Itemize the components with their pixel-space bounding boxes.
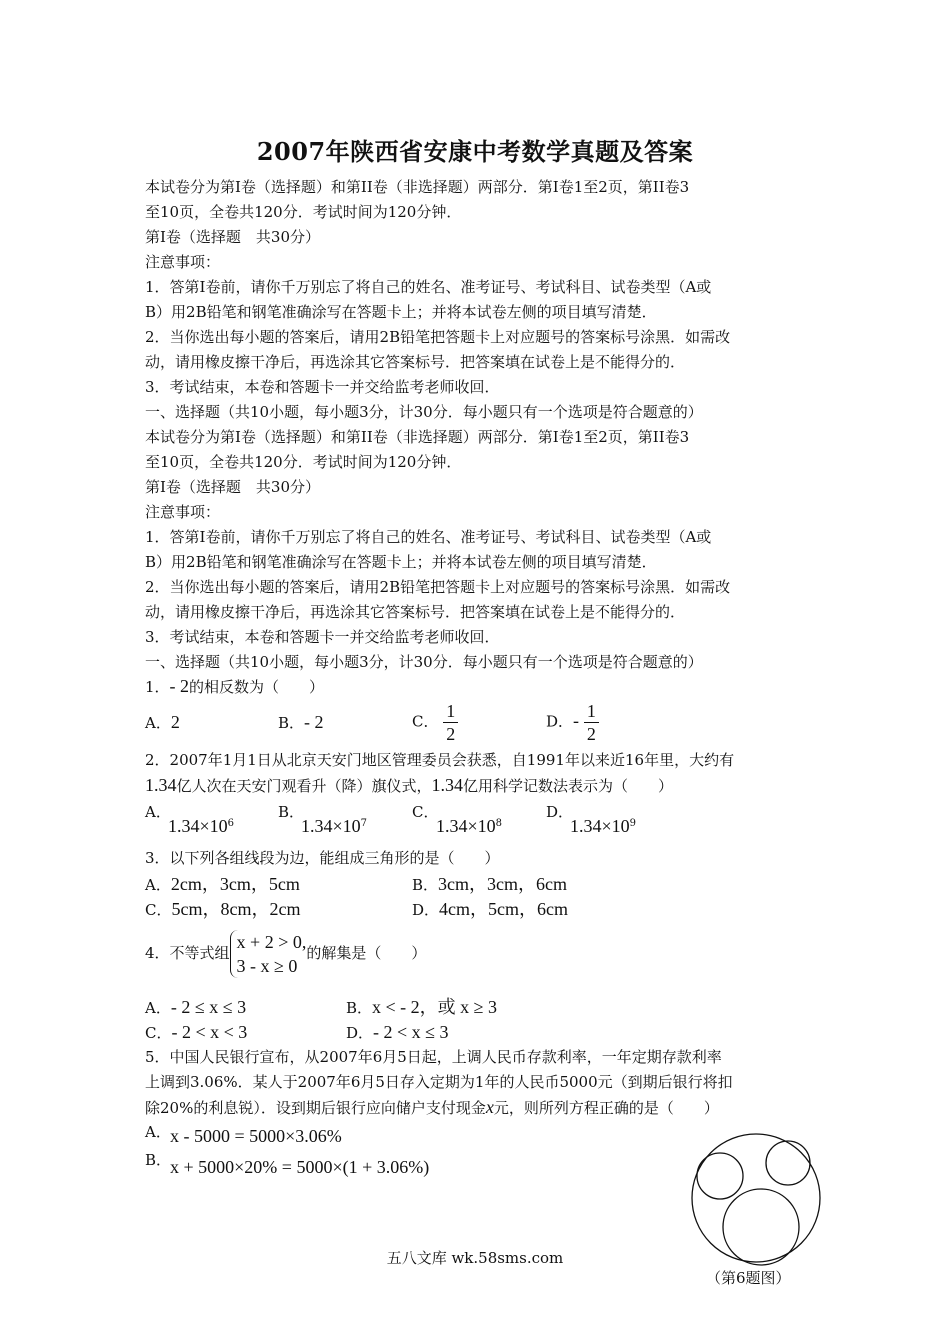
q1-option-c <box>412 700 458 745</box>
q5-option-b <box>170 1157 429 1178</box>
option-value: 2 <box>170 712 180 732</box>
question-text: 亿人次在天安门观看升（降）旗仪式， <box>176 777 432 795</box>
intro-line: 至10页，全卷共120分．考试时间为120分钟． <box>145 453 462 471</box>
question-number: 1． <box>145 678 170 696</box>
q3-option-d <box>412 899 568 920</box>
option-label: B． <box>412 876 439 894</box>
intro-line: 注意事项： <box>145 253 221 271</box>
math-value: 1.34 <box>431 775 464 795</box>
intro-line: 本试卷分为第Ⅰ卷（选择题）和第II卷（非选择题）两部分．第Ⅰ卷1至2页，第II卷3 <box>145 428 690 446</box>
inequality: 3 - x ≥ 0 <box>236 956 298 976</box>
question-text: 4．不等式组 <box>145 944 230 962</box>
option-value: x + 5000×20% = 5000×(1 + 3.06%) <box>170 1157 430 1177</box>
q4-option-c <box>145 1022 247 1043</box>
option-value: 5cm，8cm，2cm <box>171 899 301 919</box>
question-text: 的相反数为（ ） <box>189 678 325 696</box>
variable: x <box>485 1097 494 1117</box>
option-value: - 2 < x ≤ 3 <box>373 1022 449 1042</box>
q2-option-a-label: A． <box>145 803 171 821</box>
intro-line: 至10页，全卷共120分．考试时间为120分钟． <box>145 203 462 221</box>
numerator: 1 <box>584 700 599 723</box>
option-value: 3cm，3cm，6cm <box>438 874 568 894</box>
footer-watermark: 五八文库 wk.58sms.com <box>386 1249 564 1267</box>
q2-option-c <box>436 814 502 837</box>
intro-line: 2．当你选出每小题的答案后，请用2B铅笔把答题卡上对应题号的答案标号涂黑．如需改 <box>145 328 731 346</box>
intro-line: 2．当你选出每小题的答案后，请用2B铅笔把答题卡上对应题号的答案标号涂黑．如需改 <box>145 578 731 596</box>
numerator: 1 <box>443 700 458 723</box>
intro-line: B）用2B铅笔和钢笔准确涂写在答题卡上；并将本试卷左侧的项目填写清楚． <box>145 303 657 321</box>
math-value: 1.34 <box>145 775 177 795</box>
intro-line: 第Ⅰ卷（选择题 共30分） <box>145 478 321 496</box>
exponent: 7 <box>360 818 368 829</box>
q2-option-a <box>168 814 234 837</box>
option-value: x < - 2，或 x ≥ 3 <box>372 997 498 1017</box>
q5-option-a-label: A． <box>145 1123 171 1141</box>
q5-option-a <box>170 1126 342 1147</box>
option-value: 1.34×10 <box>168 816 228 836</box>
intro-line: 本试卷分为第Ⅰ卷（选择题）和第II卷（非选择题）两部分．第Ⅰ卷1至2页，第II卷3 <box>145 178 690 196</box>
option-label: C． <box>412 712 439 731</box>
question-5-line1: 5．中国人民银行宣布，从2007年6月5日起，上调人民币存款利率，一年定期存款利率 <box>145 1048 722 1066</box>
option-value: - 2 < x < 3 <box>171 1022 248 1042</box>
q1-option-d <box>546 700 599 745</box>
q2-option-d <box>570 814 636 837</box>
option-label: D． <box>412 901 440 919</box>
question-text: 的解集是（ ） <box>306 944 427 962</box>
q5-option-b-label: B． <box>145 1151 172 1169</box>
option-label: D． <box>346 1024 374 1042</box>
intro-line: 1．答第Ⅰ卷前，请你千万别忘了将自己的姓名、准考证号、考试科目、试卷类型（A或 <box>145 278 712 296</box>
intro-line: 一、选择题（共10小题，每小题3分，计30分．每小题只有一个选项是符合题意的） <box>145 403 703 421</box>
q4-option-a <box>145 997 246 1018</box>
option-label: A． <box>145 714 171 732</box>
question-2-line1: 2．2007年1月1日从北京天安门地区管理委员会获悉，自1991年以来近16年里，大约有 <box>145 751 735 769</box>
question-text: 除20%的利息锐）．设到期后银行应向储户支付现金 <box>145 1099 486 1117</box>
exponent: 8 <box>495 818 503 829</box>
circles-figure <box>686 1130 826 1266</box>
denominator: 2 <box>446 724 456 744</box>
option-value: - 2 <box>304 712 324 732</box>
intro-line: 3．考试结束，本卷和答题卡一并交给监考老师收回． <box>145 378 500 396</box>
q1-option-b <box>278 712 324 733</box>
question-text: 亿用科学记数法表示为（ ） <box>463 777 674 795</box>
option-value: 1.34×10 <box>570 816 630 836</box>
option-label: B． <box>278 714 305 732</box>
option-value: 1.34×10 <box>436 816 496 836</box>
q4-option-b <box>346 997 497 1018</box>
intro-line: 1．答第Ⅰ卷前，请你千万别忘了将自己的姓名、准考证号、考试科目、试卷类型（A或 <box>145 528 712 546</box>
figure-caption: （第6题图） <box>706 1269 791 1287</box>
option-value: 2cm，3cm，5cm <box>170 874 300 894</box>
question-1 <box>145 676 324 697</box>
option-label: C． <box>145 901 172 919</box>
q3-option-a <box>145 874 300 895</box>
intro-line: 一、选择题（共10小题，每小题3分，计30分．每小题只有一个选项是符合题意的） <box>145 653 703 671</box>
intro-line: 动，请用橡皮擦干净后，再选涂其它答案标号．把答案填在试卷上是不能得分的． <box>145 603 686 621</box>
q2-option-b <box>301 814 367 837</box>
option-value: 4cm，5cm，6cm <box>439 899 569 919</box>
question-4 <box>145 930 426 978</box>
intro-line: 3．考试结束，本卷和答题卡一并交给监考老师收回． <box>145 628 500 646</box>
q2-option-c-label: C． <box>412 803 439 821</box>
inequality: x + 2 > 0, <box>236 932 307 952</box>
option-label: A． <box>145 999 171 1017</box>
question-2-line2 <box>145 775 673 796</box>
inequality-system <box>230 930 307 978</box>
option-value: x - 5000 = 5000×3.06% <box>170 1126 342 1146</box>
q2-option-b-label: B． <box>278 803 305 821</box>
option-label: A． <box>145 876 171 894</box>
math-expr: - 2 <box>169 676 190 696</box>
question-3: 3．以下列各组线段为边，能组成三角形的是（ ） <box>145 849 500 867</box>
q1-option-a <box>145 712 180 733</box>
minus-sign: - <box>573 710 580 731</box>
exponent: 6 <box>227 818 235 829</box>
option-value: - 2 ≤ x ≤ 3 <box>170 997 247 1017</box>
q3-option-c <box>145 899 300 920</box>
right-circle <box>766 1141 810 1185</box>
question-5-line2: 上调到3.06%．某人于2007年6月5日存入定期为1年的人民币5000元（到期后银行将扣 <box>145 1073 733 1091</box>
option-label: B． <box>346 999 373 1017</box>
fraction <box>584 700 599 745</box>
q4-option-d <box>346 1022 449 1043</box>
question-5-line3 <box>145 1097 719 1118</box>
left-circle <box>697 1153 743 1199</box>
intro-line: 注意事项： <box>145 503 221 521</box>
outer-circle <box>692 1134 820 1262</box>
denominator: 2 <box>586 724 596 744</box>
option-label: C． <box>145 1024 172 1042</box>
intro-line: 动，请用橡皮擦干净后，再选涂其它答案标号．把答案填在试卷上是不能得分的． <box>145 353 686 371</box>
option-value: 1.34×10 <box>301 816 361 836</box>
page-title: 2007年陕西省安康中考数学真题及答案 <box>256 137 694 166</box>
fraction <box>443 700 458 745</box>
exponent: 9 <box>629 818 637 829</box>
question-text: 元，则所列方程正确的是（ ） <box>493 1099 719 1117</box>
intro-line: 第Ⅰ卷（选择题 共30分） <box>145 228 321 246</box>
q2-option-d-label: D． <box>546 803 574 821</box>
intro-line: B）用2B铅笔和钢笔准确涂写在答题卡上；并将本试卷左侧的项目填写清楚． <box>145 553 657 571</box>
option-label: D． <box>546 712 574 731</box>
q3-option-b <box>412 874 567 895</box>
